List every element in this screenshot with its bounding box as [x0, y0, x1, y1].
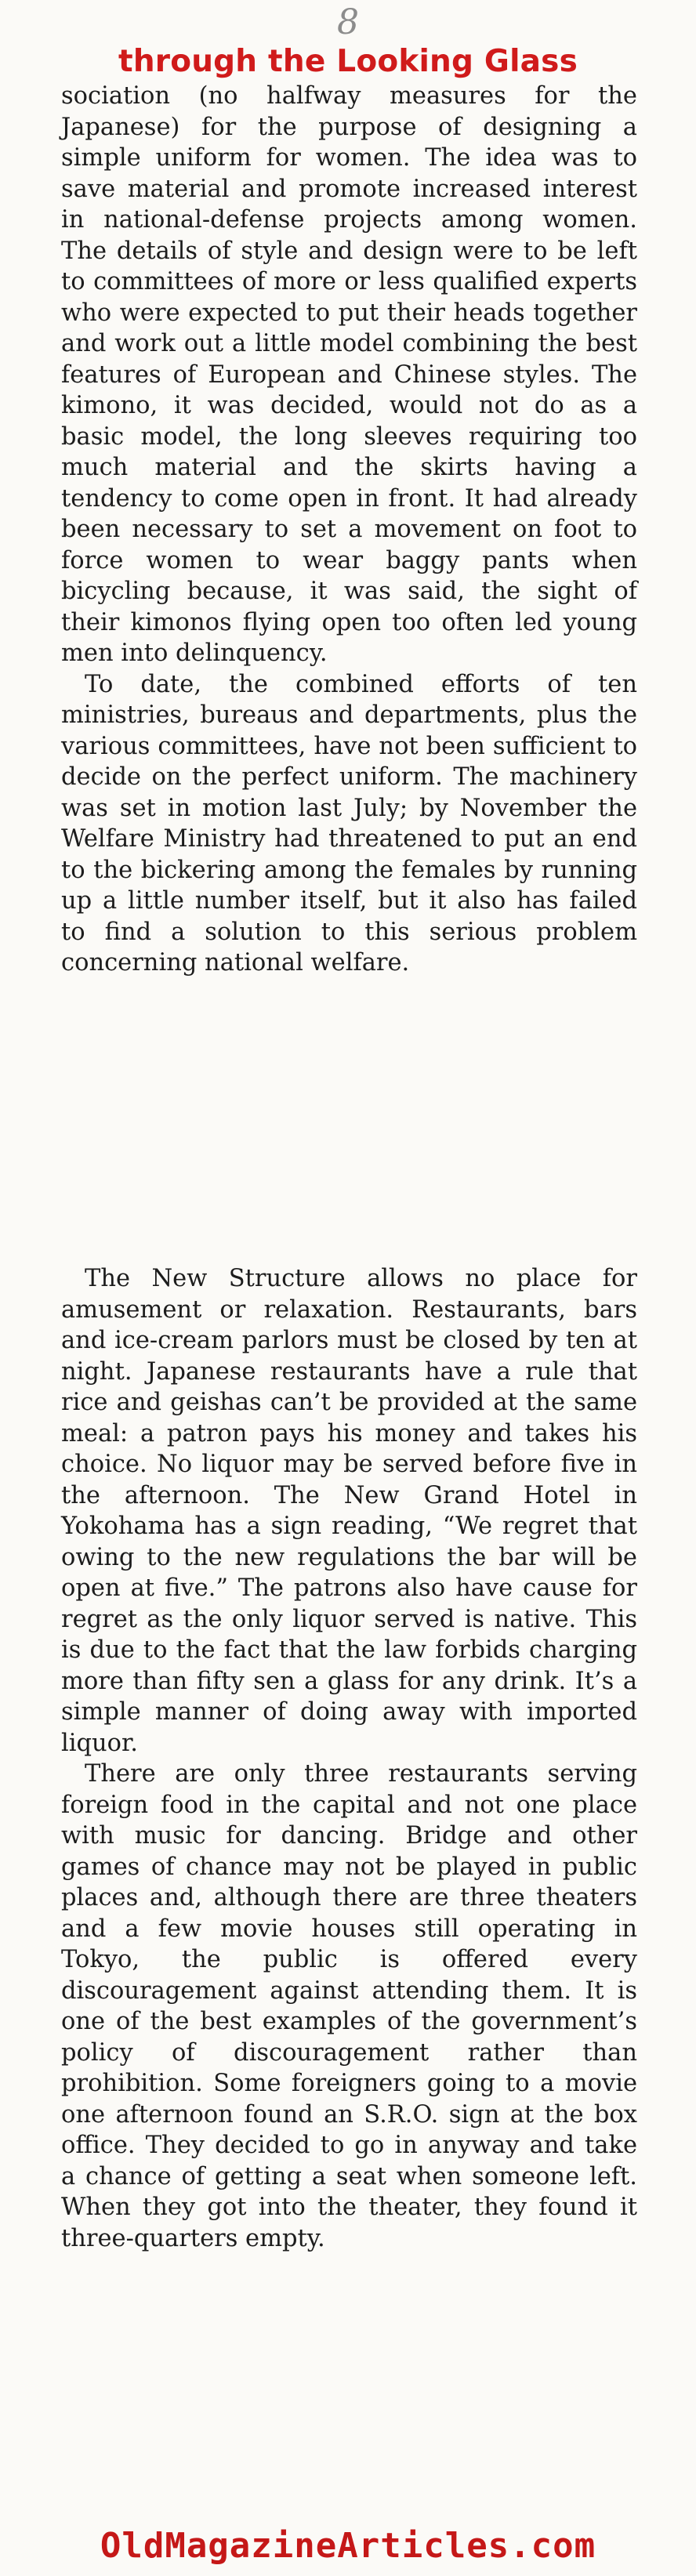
article-section-2 [61, 1263, 637, 2254]
article-section-1 [61, 81, 637, 979]
article-paragraph: To date, the combined efforts of ten ministries, bureaus and departments, plus the various committees, have not been sufficient to decide on the perfect uniform. The machinery was set in motion last July; by November the Welfare Ministry had threatened to put an end to the bickering among the females by running up a little number itself, but it also has failed to find a solution to this serious problem concerning national welfare. [61, 670, 637, 976]
article-paragraph: The New Structure allows no place for amusement or relaxation. Restaurants, bars and ice-cream parlors must be closed by ten at night. Japanese restaurants have a rule that rice and geishas can’t be provided at the same meal: a patron pays his money and takes his choice. No liquor may be served before five in the afternoon. The New Grand Hotel in Yokohama has a sign reading, “We regret that owing to the new regulations the bar will be open at five.” The patrons also have cause for regret as the only liquor served is native. This is due to the fact that the law forbids charging more than fifty sen a glass for any drink. It’s a simple manner of doing away with imported liquor. [61, 1265, 637, 1757]
article-paragraph: There are only three restaurants serving foreign food in the capital and not one place with music for dancing. Bridge and other games of chance may not be played in public places and, although there are three theaters and a few movie houses still operating in Tokyo, the public is offered every discouragement against attending them. It is one of the best examples of the government’s policy of discouragement rather than prohibition. Some foreigners going to a movie one afternoon found an S.R.O. sign at the box office. They decided to go in anyway and take a chance of getting a seat when someone left. When they got into the theater, they found it three-quarters empty. [61, 1760, 637, 2252]
footer-site-credit: OldMagazineArticles.com [100, 2526, 596, 2566]
article-paragraph: sociation (no halfway measures for the Japanese) for the purpose of designing a simple uniform for women. The idea was to save material and promote increased interest in national-defense projects among women. The details of style and design were to be left to committees of more or less qualified experts who were expected to put their heads together and work out a little model combining the best features of European and Chinese styles. The kimono, it was decided, would not do as a basic model, the long sleeves requiring too much material and the skirts having a tendency to come open in front. It had already been necessary to set a movement on foot to force women to wear baggy pants when bicycling because, it was said, the sight of their kimonos flying open too often led young men into delinquency. [61, 82, 637, 667]
running-head-title: through the Looking Glass [118, 44, 578, 79]
page-number: 8 [337, 2, 359, 42]
